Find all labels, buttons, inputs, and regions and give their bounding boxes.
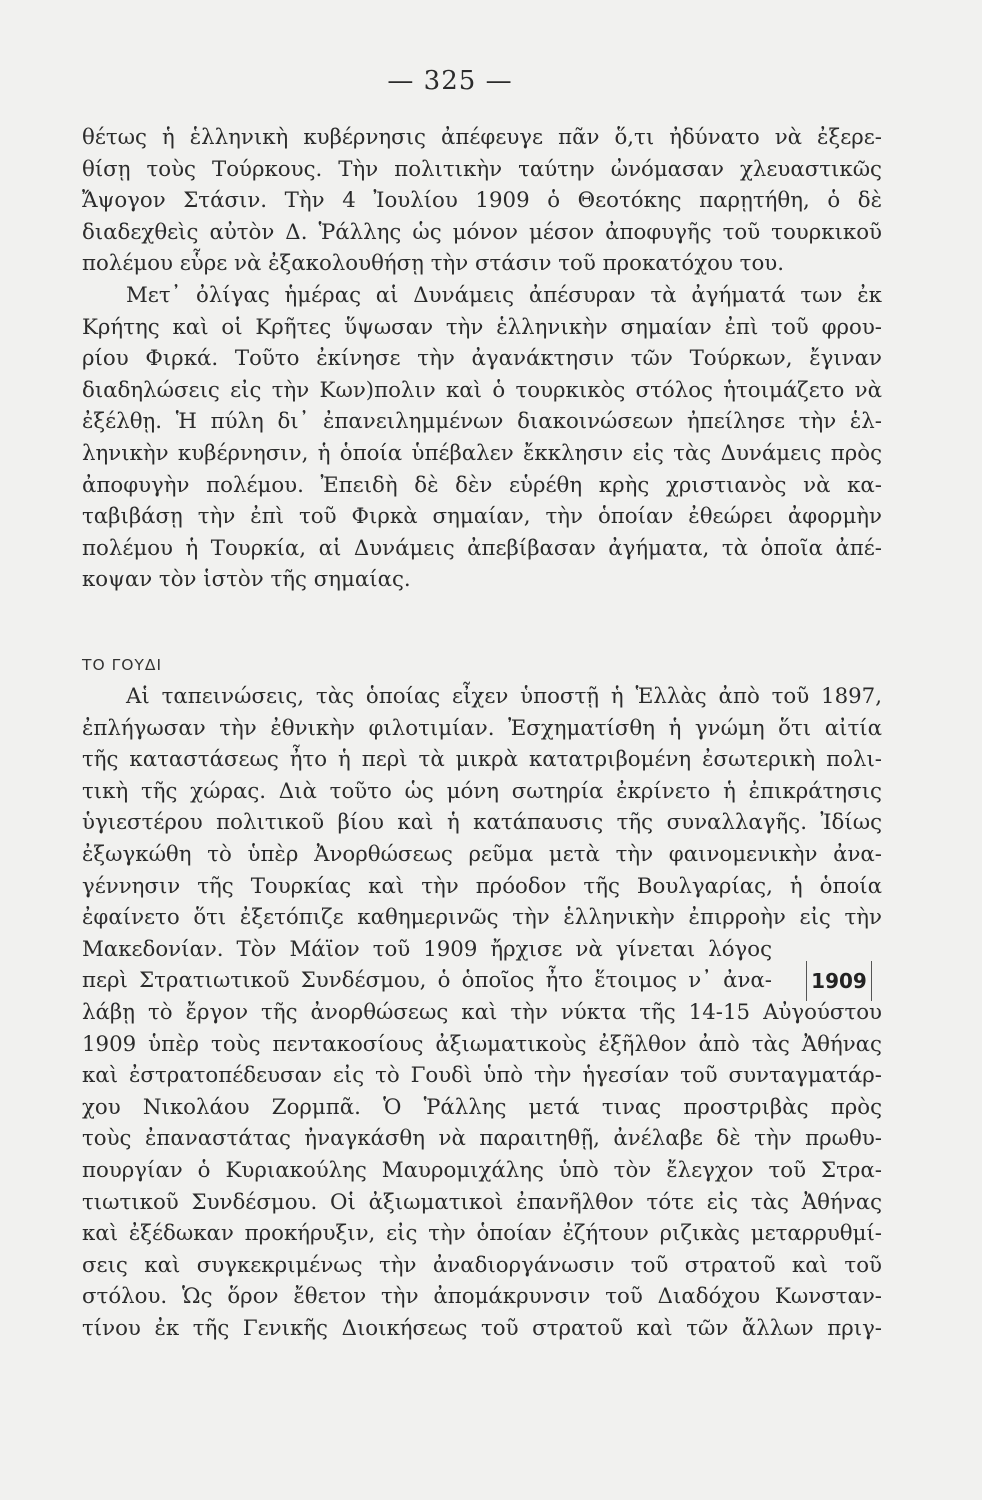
text-line: 1909 ὑπὲρ τοὺς πεντακοσίους ἀξιωματικοὺς ἐξῆλθον ἀπὸ τὰς Ἀθήνας <box>82 1031 882 1057</box>
text-line: ἐφαίνετο ὅτι ἐξετόπιζε καθημερινῶς τὴν ἑλληνικὴν ἐπιρροὴν εἰς τὴν <box>82 905 882 931</box>
text-line: διαδηλώσεις εἰς τὴν Κων)πολιν καὶ ὁ τουρκικὸς στόλος ἡτοιμάζετο νὰ <box>82 377 882 403</box>
text-line: χου Νικολάου Ζορμπᾶ. Ὁ Ῥάλλης μετά τινας προστριβὰς πρὸς <box>82 1094 882 1120</box>
text-line: Κρήτης καὶ οἱ Κρῆτες ὕψωσαν τὴν ἑλληνικὴν σημαίαν ἐπὶ τοῦ φρου- <box>82 314 882 340</box>
paragraph-block-top <box>82 122 882 596</box>
text-line: πολέμου εὗρε νὰ ἐξακολουθήσῃ τὴν στάσιν τοῦ προκατόχου του. <box>82 251 784 277</box>
page-number: — 325 — <box>387 66 513 96</box>
text-line: θέτως ἡ ἑλληνικὴ κυβέρνησις ἀπέφευγε πᾶν ὅ,τι ἠδύνατο νὰ ἐξερε- <box>82 125 882 150</box>
text-line: θίσῃ τοὺς Τούρκους. Τὴν πολιτικὴν ταύτην ὠνόμασαν χλευαστικῶς <box>82 156 882 182</box>
text-line: τῆς καταστάσεως ἦτο ἡ περὶ τὰ μικρὰ κατατριβομένη ἐσωτερικὴ πολι- <box>82 747 882 773</box>
text-line: λάβῃ τὸ ἔργον τῆς ἀνορθώσεως καὶ τὴν νύκτα τῆς 14-15 Αὐγούστου <box>82 999 882 1025</box>
text-line: ληνικὴν κυβέρνησιν, ἡ ὁποία ὑπέβαλεν ἔκκλησιν εἰς τὰς Δυνάμεις πρὸς <box>82 440 882 466</box>
text-line: κοψαν τὸν ἱστὸν τῆς σημαίας. <box>82 567 411 593</box>
text-line: ἀποφυγὴν πολέμου. Ἐπειδὴ δὲ δὲν εὑρέθη κρὴς χριστιανὸς νὰ κα- <box>82 472 882 498</box>
text-line: γέννησιν τῆς Τουρκίας καὶ τὴν πρόοδον τῆς Βουλγαρίας, ἡ ὁποία <box>82 873 882 899</box>
text-line: Αἱ ταπεινώσεις, τὰς ὁποίας εἶχεν ὑποστῇ ἡ Ἑλλὰς ἀπὸ τοῦ 1897, <box>126 684 882 709</box>
text-line: ἐξωγκώθη τὸ ὑπὲρ Ἀνορθώσεως ρεῦμα μετὰ τὴν φαινομενικὴν ἀνα- <box>82 841 882 867</box>
margin-year-note: 1909 <box>806 961 872 1001</box>
text-line: τιωτικοῦ Συνδέσμου. Οἱ ἀξιωματικοὶ ἐπανῆλθον τότε εἰς τὰς Ἀθήνας <box>82 1189 882 1215</box>
text-line: καὶ ἐστρατοπέδευσαν εἰς τὸ Γουδὶ ὑπὸ τὴν ἡγεσίαν τοῦ συνταγματάρ- <box>82 1063 882 1089</box>
text-line: ρίου Φιρκά. Τοῦτο ἐκίνησε τὴν ἀγανάκτησιν τῶν Τούρκων, ἔγιναν <box>82 346 882 372</box>
text-line: διαδεχθεὶς αὐτὸν Δ. Ῥάλλης ὡς μόνον μέσον ἀποφυγῆς τοῦ τουρκικοῦ <box>82 219 882 245</box>
text-line: τικὴ τῆς χώρας. Διὰ τοῦτο ὡς μόνη σωτηρία ἐκρίνετο ἡ ἐπικράτησις <box>82 778 882 804</box>
text-line: Μακεδονίαν. Τὸν Μάϊον τοῦ 1909 ἤρχισε νὰ γίνεται λόγος <box>82 936 772 962</box>
text-line: Ἄψογον Στάσιν. Τὴν 4 Ἰουλίου 1909 ὁ Θεοτόκης παρῃτήθη, ὁ δὲ <box>82 188 882 214</box>
section-heading: ΤΟ ΓΟΥΔΙ <box>82 656 163 674</box>
text-line: ταβιβάσῃ τὴν ἐπὶ τοῦ Φιρκὰ σημαίαν, τὴν ὁποίαν ἐθεώρει ἀφορμὴν <box>82 504 882 530</box>
text-line: τοὺς ἐπαναστάτας ἠναγκάσθη νὰ παραιτηθῇ, ἀνέλαβε δὲ τὴν πρωθυ- <box>82 1126 882 1152</box>
text-line: ἐξέλθῃ. Ἡ πύλη δι᾽ ἐπανειλημμένων διακοινώσεων ἠπείλησε τὴν ἑλ- <box>82 409 882 435</box>
text-line: ἐπλήγωσαν τὴν ἐθνικὴν φιλοτιμίαν. Ἐσχηματίσθη ἡ γνώμη ὅτι αἰτία <box>82 715 882 741</box>
text-line: περὶ Στρατιωτικοῦ Συνδέσμου, ὁ ὁποῖος ἦτο ἕτοιμος ν᾽ ἀνα- <box>82 968 772 994</box>
paragraph-block-bottom <box>82 681 882 1344</box>
text-line: πολέμου ἡ Τουρκία, αἱ Δυνάμεις ἀπεβίβασαν ἀγήματα, τὰ ὁποῖα ἀπέ- <box>82 535 882 561</box>
text-line: στόλου. Ὡς ὅρον ἔθετον τὴν ἀπομάκρυνσιν τοῦ Διαδόχου Κωνσταν- <box>82 1284 882 1310</box>
text-line: ὑγιεστέρου πολιτικοῦ βίου καὶ ἡ κατάπαυσις τῆς συναλλαγῆς. Ἰδίως <box>82 810 882 836</box>
text-line: τίνου ἐκ τῆς Γενικῆς Διοικήσεως τοῦ στρατοῦ καὶ τῶν ἄλλων πριγ- <box>82 1315 882 1341</box>
text-line: Μετ᾽ ὀλίγας ἡμέρας αἱ Δυνάμεις ἀπέσυραν τὰ ἀγήματά των ἐκ <box>126 282 882 308</box>
text-line: πουργίαν ὁ Κυριακούλης Μαυρομιχάλης ὑπὸ τὸν ἔλεγχον τοῦ Στρα- <box>82 1157 882 1183</box>
text-line: σεις καὶ συγκεκριμένως τὴν ἀναδιοργάνωσιν τοῦ στρατοῦ καὶ τοῦ <box>82 1252 882 1278</box>
text-line: καὶ ἐξέδωκαν προκήρυξιν, εἰς τὴν ὁποίαν ἐζήτουν ριζικὰς μεταρρυθμί- <box>82 1221 882 1247</box>
